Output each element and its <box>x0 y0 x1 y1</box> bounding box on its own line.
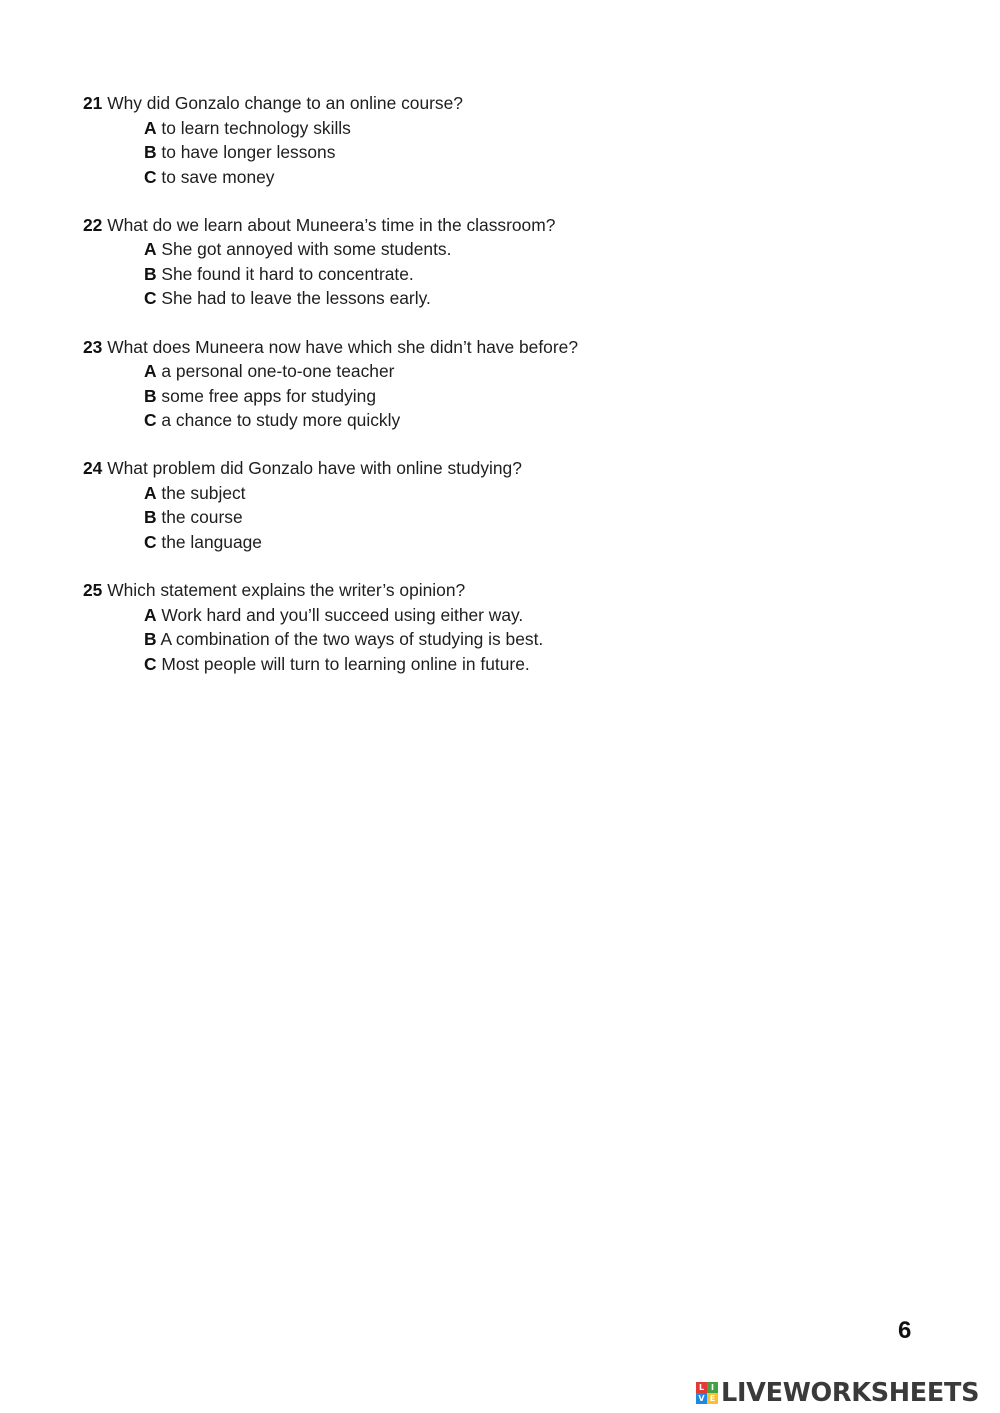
question-number: 24 <box>83 458 103 479</box>
question-number: 23 <box>83 336 103 357</box>
option-a[interactable] <box>144 116 843 141</box>
option-letter: A <box>144 482 157 503</box>
option-letter: C <box>144 288 157 309</box>
option-letter: B <box>144 629 157 650</box>
question-line <box>83 91 843 116</box>
option-text: She had to leave the lessons early. <box>161 288 431 309</box>
option-text: to save money <box>161 166 275 187</box>
question-22 <box>83 213 843 311</box>
option-list <box>144 359 843 433</box>
option-b[interactable] <box>144 627 843 652</box>
option-list <box>144 481 843 555</box>
option-text: some free apps for studying <box>161 385 377 406</box>
question-21 <box>83 91 843 189</box>
option-letter: B <box>144 263 157 284</box>
logo-mark-tile: I <box>707 1382 718 1393</box>
liveworksheets-logo[interactable] <box>696 1378 979 1408</box>
question-text: Which statement explains the writer’s opinion? <box>107 580 466 601</box>
option-letter: B <box>144 385 157 406</box>
logo-text: LIVEWORKSHEETS <box>721 1378 980 1408</box>
question-24 <box>83 456 843 554</box>
option-text: to have longer lessons <box>161 142 336 162</box>
option-text: the course <box>161 507 243 528</box>
option-c[interactable] <box>144 286 843 311</box>
option-text: the language <box>161 531 262 552</box>
option-text: Most people will turn to learning online in future. <box>161 653 530 674</box>
question-line <box>83 456 843 481</box>
option-c[interactable] <box>144 530 843 555</box>
logo-mark-tile: E <box>707 1393 718 1404</box>
option-letter: B <box>144 507 157 528</box>
option-a[interactable] <box>144 359 843 384</box>
liveworksheets-logo-icon <box>696 1382 718 1404</box>
option-text: A combination of the two ways of studying is best. <box>160 629 544 650</box>
question-line <box>83 213 843 238</box>
question-text: What do we learn about Muneera’s time in the classroom? <box>107 214 556 235</box>
option-text: the subject <box>161 482 246 503</box>
logo-mark-tile: L <box>696 1382 707 1393</box>
option-c[interactable] <box>144 652 843 677</box>
option-letter: C <box>144 166 157 187</box>
option-letter: A <box>144 604 157 625</box>
option-text: a personal one-to-one teacher <box>161 361 395 382</box>
option-letter: C <box>144 531 157 552</box>
option-list <box>144 603 843 677</box>
option-list <box>144 237 843 311</box>
option-c[interactable] <box>144 165 843 190</box>
option-text: a chance to study more quickly <box>161 410 401 431</box>
question-number: 25 <box>83 580 103 601</box>
question-line <box>83 335 843 360</box>
option-text: She got annoyed with some students. <box>161 239 452 260</box>
question-text: What does Muneera now have which she didn’t have before? <box>107 336 578 357</box>
option-b[interactable] <box>144 262 843 287</box>
option-a[interactable] <box>144 603 843 628</box>
option-text: She found it hard to concentrate. <box>161 263 414 284</box>
option-letter: A <box>144 117 157 138</box>
option-b[interactable] <box>144 140 843 165</box>
option-a[interactable] <box>144 237 843 262</box>
option-a[interactable] <box>144 481 843 506</box>
question-number: 21 <box>83 93 103 113</box>
option-c[interactable] <box>144 408 843 433</box>
logo-mark-tile: V <box>696 1393 707 1404</box>
option-text: to learn technology skills <box>161 117 351 138</box>
question-text: What problem did Gonzalo have with online studying? <box>107 458 522 479</box>
question-25 <box>83 578 843 676</box>
question-line <box>83 578 843 603</box>
worksheet-questions <box>83 91 843 700</box>
option-letter: C <box>144 653 157 674</box>
option-text: Work hard and you’ll succeed using either way. <box>161 604 524 625</box>
option-b[interactable] <box>144 384 843 409</box>
option-b[interactable] <box>144 505 843 530</box>
page-number: 6 <box>898 1317 912 1344</box>
question-text: Why did Gonzalo change to an online course? <box>107 93 463 113</box>
option-list <box>144 116 843 190</box>
option-letter: A <box>144 361 157 382</box>
option-letter: B <box>144 142 157 162</box>
question-number: 22 <box>83 214 103 235</box>
option-letter: A <box>144 239 157 260</box>
option-letter: C <box>144 410 157 431</box>
question-23 <box>83 335 843 433</box>
